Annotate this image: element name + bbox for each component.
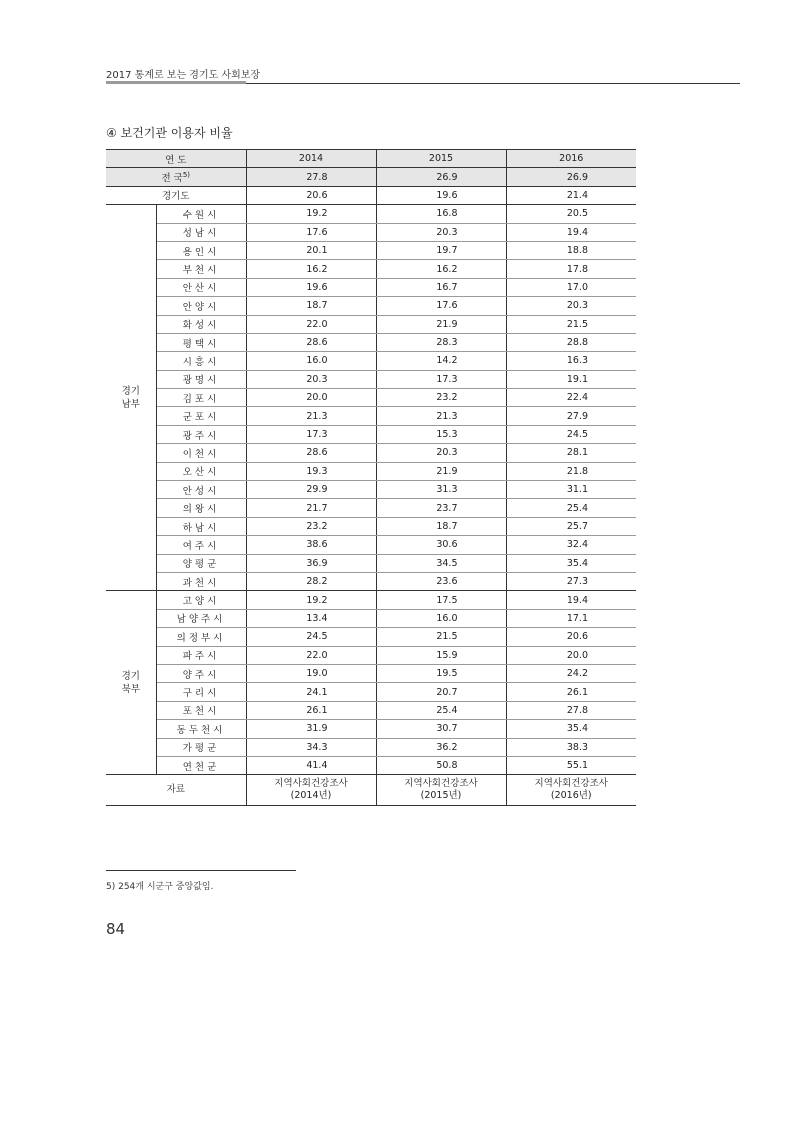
- table-row: [106, 315, 636, 333]
- city-value-2016: 24.2: [506, 664, 636, 682]
- city-value-2014: 19.0: [246, 664, 376, 682]
- city-value-2016: 18.8: [506, 241, 636, 259]
- city-value-2014: 17.6: [246, 223, 376, 241]
- city-value-2015: 17.5: [376, 591, 506, 609]
- table-row: [106, 536, 636, 554]
- city-value-2015: 36.2: [376, 738, 506, 756]
- city-value-2014: 18.7: [246, 297, 376, 315]
- city-name: 안양시: [156, 297, 246, 315]
- city-value-2014: 16.0: [246, 352, 376, 370]
- city-name: 용인시: [156, 241, 246, 259]
- city-value-2014: 19.6: [246, 278, 376, 296]
- city-name: 남양주시: [156, 609, 246, 627]
- city-name: 파주시: [156, 646, 246, 664]
- city-value-2015: 23.7: [376, 499, 506, 517]
- table-row: [106, 554, 636, 572]
- city-name: 양주시: [156, 664, 246, 682]
- city-value-2016: 35.4: [506, 554, 636, 572]
- table-row: [106, 444, 636, 462]
- city-value-2016: 38.3: [506, 738, 636, 756]
- city-value-2016: 17.0: [506, 278, 636, 296]
- table-row: [106, 389, 636, 407]
- city-name: 구리시: [156, 683, 246, 701]
- city-name: 성남시: [156, 223, 246, 241]
- city-name: 오산시: [156, 462, 246, 480]
- city-value-2015: 16.2: [376, 260, 506, 278]
- city-value-2015: 16.7: [376, 278, 506, 296]
- city-name: 가평군: [156, 738, 246, 756]
- city-value-2016: 28.1: [506, 444, 636, 462]
- city-value-2016: 27.8: [506, 701, 636, 719]
- city-value-2016: 24.5: [506, 425, 636, 443]
- city-value-2015: 34.5: [376, 554, 506, 572]
- city-value-2016: 35.4: [506, 720, 636, 738]
- city-value-2016: 26.1: [506, 683, 636, 701]
- footnote-rule: [106, 870, 296, 871]
- city-value-2014: 28.6: [246, 333, 376, 351]
- city-value-2014: 38.6: [246, 536, 376, 554]
- table-row: [106, 591, 636, 609]
- city-value-2014: 24.5: [246, 628, 376, 646]
- city-value-2016: 25.4: [506, 499, 636, 517]
- city-value-2015: 30.6: [376, 536, 506, 554]
- city-name: 이천시: [156, 444, 246, 462]
- table-row: [106, 756, 636, 774]
- province-value-2016: 21.4: [506, 186, 636, 204]
- city-name: 연천군: [156, 756, 246, 774]
- city-value-2016: 20.0: [506, 646, 636, 664]
- header-rule: [246, 83, 740, 84]
- city-name: 여주시: [156, 536, 246, 554]
- table-row: [106, 572, 636, 590]
- city-value-2014: 19.2: [246, 591, 376, 609]
- city-value-2016: 19.4: [506, 591, 636, 609]
- city-value-2016: 28.8: [506, 333, 636, 351]
- city-value-2015: 28.3: [376, 333, 506, 351]
- city-value-2014: 20.1: [246, 241, 376, 259]
- national-row: [106, 168, 636, 186]
- table-row: [106, 609, 636, 627]
- city-value-2016: 32.4: [506, 536, 636, 554]
- city-value-2016: 20.5: [506, 205, 636, 223]
- province-value-2014: 20.6: [246, 186, 376, 204]
- national-value-2015: 26.9: [376, 168, 506, 186]
- province-label: 경기도: [106, 186, 246, 204]
- city-value-2014: 13.4: [246, 609, 376, 627]
- city-value-2016: 55.1: [506, 756, 636, 774]
- table-row: [106, 407, 636, 425]
- city-value-2015: 19.5: [376, 664, 506, 682]
- source-value-2014: 지역사회건강조사 (2014년): [246, 775, 376, 806]
- city-name: 의정부시: [156, 628, 246, 646]
- running-header: 2017 통계로 보는 경기도 사회보장: [106, 70, 261, 81]
- source-label: 자료: [106, 775, 246, 806]
- health-center-usage-table: [106, 149, 636, 806]
- source-value-2015: 지역사회건강조사 (2015년): [376, 775, 506, 806]
- table-row: [106, 481, 636, 499]
- city-value-2015: 23.6: [376, 572, 506, 590]
- page-number: 84: [106, 920, 126, 938]
- city-name: 수원시: [156, 205, 246, 223]
- city-value-2015: 21.3: [376, 407, 506, 425]
- city-name: 안산시: [156, 278, 246, 296]
- city-value-2015: 20.3: [376, 444, 506, 462]
- city-value-2014: 36.9: [246, 554, 376, 572]
- city-value-2015: 20.7: [376, 683, 506, 701]
- city-value-2014: 31.9: [246, 720, 376, 738]
- table-row: [106, 260, 636, 278]
- city-value-2015: 17.6: [376, 297, 506, 315]
- city-value-2014: 22.0: [246, 646, 376, 664]
- city-value-2014: 28.2: [246, 572, 376, 590]
- table-row: [106, 352, 636, 370]
- city-name: 안성시: [156, 481, 246, 499]
- table-row: [106, 278, 636, 296]
- table-row: [106, 241, 636, 259]
- city-name: 과천시: [156, 572, 246, 590]
- city-value-2015: 16.8: [376, 205, 506, 223]
- national-value-2014: 27.8: [246, 168, 376, 186]
- city-value-2015: 20.3: [376, 223, 506, 241]
- national-label: 전 국$^{5)}$: [106, 168, 246, 186]
- table-row: [106, 425, 636, 443]
- table-row: [106, 223, 636, 241]
- city-value-2015: 21.5: [376, 628, 506, 646]
- city-name: 군포시: [156, 407, 246, 425]
- city-value-2014: 21.7: [246, 499, 376, 517]
- national-value-2016: 26.9: [506, 168, 636, 186]
- city-value-2014: 41.4: [246, 756, 376, 774]
- province-row: [106, 186, 636, 204]
- city-name: 시흥시: [156, 352, 246, 370]
- city-value-2014: 34.3: [246, 738, 376, 756]
- city-value-2016: 16.3: [506, 352, 636, 370]
- city-value-2015: 15.3: [376, 425, 506, 443]
- table-row: [106, 720, 636, 738]
- city-value-2014: 22.0: [246, 315, 376, 333]
- year-col-2015: 2015: [376, 150, 506, 168]
- footnote-ref[interactable]: 5): [182, 170, 191, 179]
- city-value-2015: 21.9: [376, 462, 506, 480]
- footnote: 5) 254개 시군구 중앙값임.: [106, 882, 214, 892]
- table-row: [106, 628, 636, 646]
- city-value-2014: 23.2: [246, 517, 376, 535]
- city-value-2015: 17.3: [376, 370, 506, 388]
- city-name: 고양시: [156, 591, 246, 609]
- table-header-row: [106, 150, 636, 168]
- city-value-2016: 20.3: [506, 297, 636, 315]
- header-rule-accent: [106, 81, 246, 84]
- city-value-2015: 25.4: [376, 701, 506, 719]
- source-row: [106, 775, 636, 806]
- table-row: [106, 646, 636, 664]
- city-value-2016: 19.4: [506, 223, 636, 241]
- city-value-2014: 16.2: [246, 260, 376, 278]
- city-name: 광명시: [156, 370, 246, 388]
- city-value-2016: 31.1: [506, 481, 636, 499]
- table-row: [106, 462, 636, 480]
- city-value-2015: 19.7: [376, 241, 506, 259]
- city-value-2014: 21.3: [246, 407, 376, 425]
- city-name: 광주시: [156, 425, 246, 443]
- city-name: 포천시: [156, 701, 246, 719]
- table-row: [106, 205, 636, 223]
- city-value-2014: 19.3: [246, 462, 376, 480]
- city-value-2016: 17.8: [506, 260, 636, 278]
- city-value-2015: 15.9: [376, 646, 506, 664]
- city-name: 화성시: [156, 315, 246, 333]
- year-col-2016: 2016: [506, 150, 636, 168]
- city-name: 평택시: [156, 333, 246, 351]
- city-value-2014: 24.1: [246, 683, 376, 701]
- table-row: [106, 738, 636, 756]
- city-value-2014: 17.3: [246, 425, 376, 443]
- year-col-2014: 2014: [246, 150, 376, 168]
- city-value-2014: 20.0: [246, 389, 376, 407]
- city-value-2015: 18.7: [376, 517, 506, 535]
- city-value-2015: 23.2: [376, 389, 506, 407]
- city-value-2016: 22.4: [506, 389, 636, 407]
- city-name: 김포시: [156, 389, 246, 407]
- table-row: [106, 517, 636, 535]
- table-row: [106, 297, 636, 315]
- region-label-south: 경기 남부: [106, 205, 156, 591]
- city-value-2016: 21.8: [506, 462, 636, 480]
- table-row: [106, 701, 636, 719]
- province-value-2015: 19.6: [376, 186, 506, 204]
- city-value-2016: 20.6: [506, 628, 636, 646]
- table-row: [106, 664, 636, 682]
- table-row: [106, 499, 636, 517]
- city-value-2016: 27.3: [506, 572, 636, 590]
- city-value-2014: 20.3: [246, 370, 376, 388]
- section-title: ④ 보건기관 이용자 비율: [106, 126, 233, 140]
- city-value-2014: 28.6: [246, 444, 376, 462]
- region-label-north: 경기 북부: [106, 591, 156, 775]
- city-name: 부천시: [156, 260, 246, 278]
- city-value-2014: 29.9: [246, 481, 376, 499]
- city-value-2016: 27.9: [506, 407, 636, 425]
- city-value-2016: 25.7: [506, 517, 636, 535]
- city-name: 의왕시: [156, 499, 246, 517]
- year-header: 연 도: [106, 150, 246, 168]
- city-value-2015: 14.2: [376, 352, 506, 370]
- table-row: [106, 370, 636, 388]
- city-value-2015: 21.9: [376, 315, 506, 333]
- city-name: 하남시: [156, 517, 246, 535]
- city-value-2015: 30.7: [376, 720, 506, 738]
- city-name: 동두천시: [156, 720, 246, 738]
- city-value-2014: 19.2: [246, 205, 376, 223]
- source-value-2016: 지역사회건강조사 (2016년): [506, 775, 636, 806]
- city-name: 양평군: [156, 554, 246, 572]
- city-value-2016: 17.1: [506, 609, 636, 627]
- city-value-2015: 50.8: [376, 756, 506, 774]
- city-value-2015: 31.3: [376, 481, 506, 499]
- city-value-2016: 19.1: [506, 370, 636, 388]
- city-value-2014: 26.1: [246, 701, 376, 719]
- city-value-2015: 16.0: [376, 609, 506, 627]
- table-row: [106, 683, 636, 701]
- table-row: [106, 333, 636, 351]
- city-value-2016: 21.5: [506, 315, 636, 333]
